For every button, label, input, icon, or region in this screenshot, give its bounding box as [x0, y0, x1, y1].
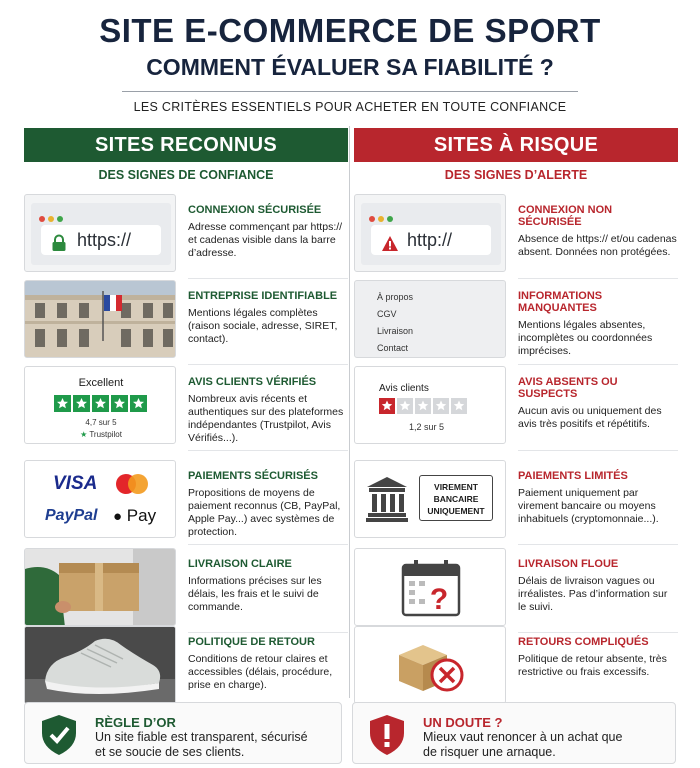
doubt-text-line2: de risquer une arnaque.: [423, 745, 556, 759]
golden-rule-text-line1: Un site fiable est transparent, sécurisé: [95, 730, 308, 744]
warning-title: AVIS ABSENTS OU SUSPECTS: [518, 376, 618, 400]
warning-description: Paiement uniquement par virement bancaire ou moyens inhabituels (cryptomonnaie...).: [518, 487, 659, 525]
header-divider: [122, 91, 578, 92]
criterion-description: Propositions de moyens de paiement reconnus (CB, PayPal, Apple Pay...) avec systèmes de protection.: [188, 487, 341, 538]
criterion-description: Informations précises sur les délais, les frais et le suivi de commande.: [188, 575, 322, 613]
secure-url-text: https://: [77, 230, 132, 250]
apple-pay-logo: ● Pay: [113, 506, 157, 525]
apple-icon: ●: [113, 508, 123, 525]
trusted-sites-column: [24, 128, 348, 691]
risky-banner: SITES À RISQUE: [354, 128, 678, 162]
column-divider: [349, 126, 350, 698]
criterion-title: PAIEMENTS SÉCURISÉS: [188, 470, 318, 482]
criterion-verified-reviews: [24, 366, 348, 446]
warning-triangle-icon: [381, 231, 399, 261]
trusted-subheading: DES SIGNES DE CONFIANCE: [98, 168, 274, 182]
svg-text:?: ?: [429, 583, 449, 616]
golden-rule-box: [24, 702, 342, 764]
trustpilot-review-card: [24, 366, 176, 444]
menu-item-cgv: CGV: [377, 309, 397, 319]
warning-complicated-returns: [354, 626, 678, 706]
page-tagline: LES CRITÈRES ESSENTIELS POUR ACHETER EN TOUTE CONFIANCE: [133, 100, 567, 114]
sneaker-photo: [24, 626, 176, 704]
criterion-description: Conditions de retour claires et accessibles (délais, procédure, prise en charge).: [188, 653, 333, 691]
return-refused-illustration: [354, 626, 506, 704]
rating-text: 4,7 sur 5: [85, 418, 117, 427]
transfer-only-badge: VIREMENT BANCAIRE UNIQUEMENT: [419, 475, 493, 521]
menu-item-delivery: Livraison: [377, 326, 414, 336]
review-label: Excellent: [78, 377, 124, 389]
one-star-rating: [379, 398, 469, 419]
criterion-secure-payments: [24, 460, 348, 540]
unsecure-browser-illustration: [354, 194, 506, 272]
trusted-banner: SITES RECONNUS: [24, 128, 348, 162]
secure-browser-illustration: [24, 194, 176, 272]
warning-missing-information: [354, 280, 678, 360]
criterion-title: ENTREPRISE IDENTIFIABLE: [188, 290, 338, 302]
criterion-return-policy: [24, 626, 348, 706]
paypal-logo: PayPal: [45, 507, 98, 524]
criterion-title: CONNEXION SÉCURISÉE: [188, 204, 322, 216]
warning-vague-delivery: [354, 548, 678, 628]
shield-check-icon: [39, 713, 79, 762]
warning-title: RETOURS COMPLIQUÉS: [518, 636, 649, 648]
doubt-title: UN DOUTE ?: [423, 715, 503, 730]
doubt-text-line1: Mieux vaut renoncer à un achat que: [423, 730, 623, 744]
criterion-description: Nombreux avis récents et authentiques sur des plateformes indépendantes (Trustpilot, Avis Vérifiés...).: [188, 393, 344, 444]
criterion-secure-connection: [24, 194, 348, 274]
menu-item-about: À propos: [377, 292, 414, 302]
visa-logo: VISA: [53, 473, 98, 494]
warning-title: INFORMATIONS MANQUANTES: [518, 290, 603, 314]
criterion-title: LIVRAISON CLAIRE: [188, 558, 292, 570]
golden-rule-text-line2: et se soucie de ses clients.: [95, 745, 245, 759]
trustpilot-logo: ★ Trustpilot: [80, 430, 122, 439]
doubt-box: [352, 702, 676, 764]
warning-title: LIVRAISON FLOUE: [518, 558, 619, 570]
building-photo: [24, 280, 176, 358]
five-star-rating: [54, 395, 148, 418]
shield-alert-icon: [367, 713, 407, 762]
padlock-icon: [51, 231, 67, 261]
warning-limited-payments: [354, 460, 678, 540]
risky-sites-column: [354, 128, 678, 678]
page-title: SITE E-COMMERCE DE SPORT: [99, 12, 601, 49]
calendar-question-icon: [399, 557, 463, 622]
low-rating-review-card: [354, 366, 506, 444]
warning-title: PAIEMENTS LIMITÉS: [518, 470, 628, 482]
criterion-description: Adresse commençant par https:// et cadenas visible dans la barre d’adresse.: [188, 221, 343, 259]
bank-transfer-illustration: [354, 460, 506, 538]
warning-title: CONNEXION NON SÉCURISÉE: [518, 204, 613, 228]
warning-description: Aucun avis ou uniquement des avis très positifs et répétitifs.: [518, 405, 662, 430]
warning-suspicious-reviews: [354, 366, 678, 446]
payment-logos: [24, 460, 176, 538]
calendar-question-illustration: [354, 548, 506, 626]
criterion-clear-delivery: [24, 548, 348, 628]
criterion-description: Mentions légales complètes (raison sociale, adresse, SIRET, contact).: [188, 307, 338, 345]
warning-description: Mentions légales absentes, incomplètes ou coordonnées imprécises.: [518, 319, 653, 357]
delivery-package-photo: [24, 548, 176, 626]
golden-rule-title: RÈGLE D’OR: [95, 715, 176, 730]
warning-unsecure-connection: [354, 194, 678, 274]
warning-description: Politique de retour absente, très restrictive ou frais excessifs.: [518, 653, 667, 678]
box-cross-icon: [393, 635, 469, 702]
criterion-title: POLITIQUE DE RETOUR: [188, 636, 315, 648]
trustpilot-star-icon: ★: [80, 430, 88, 439]
warning-description: Délais de livraison vagues ou irréalistes. Pas d’information sur le suivi.: [518, 575, 668, 613]
mastercard-logo: [115, 473, 149, 500]
warning-description: Absence de https:// et/ou cadenas absent. Données non protégées.: [518, 233, 677, 258]
page-subtitle-question: COMMENT ÉVALUER SA FIABILITÉ ?: [146, 54, 554, 80]
bank-icon: [365, 475, 409, 528]
unsecure-url-text: http://: [407, 230, 453, 250]
criterion-title: AVIS CLIENTS VÉRIFIÉS: [188, 376, 317, 388]
criterion-identifiable-company: [24, 280, 348, 360]
sparse-menu-illustration: [354, 280, 506, 358]
rating-text: 1,2 sur 5: [409, 422, 445, 432]
review-label: Avis clients: [379, 383, 429, 394]
menu-item-contact: Contact: [377, 343, 409, 353]
risky-subheading: DES SIGNES D’ALERTE: [444, 168, 588, 182]
